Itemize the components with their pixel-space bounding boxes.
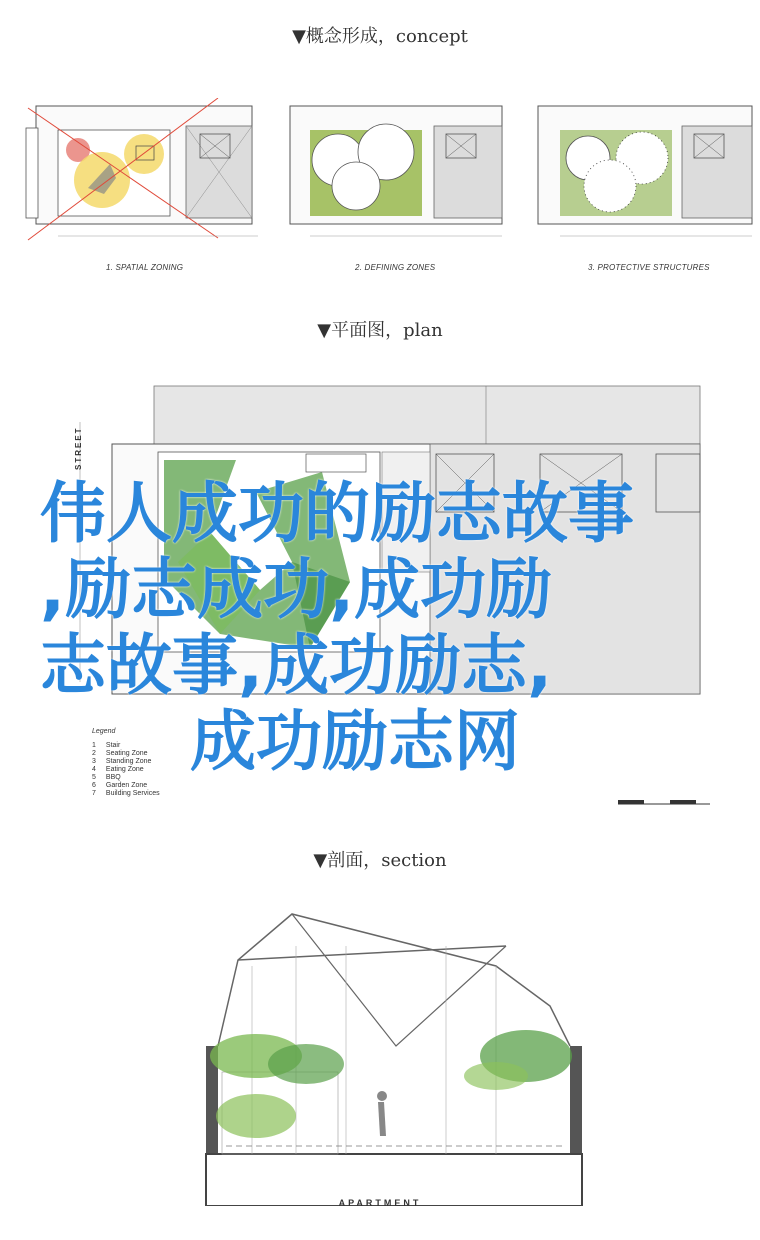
watermark-line-3: 志故事,成功励志, xyxy=(40,627,553,704)
section-drawing xyxy=(196,906,596,1206)
legend-item: 4 Eating Zone xyxy=(92,766,144,773)
concept-panel-label-3: 3. PROTECTIVE STRUCTURES xyxy=(588,263,710,272)
legend-item: 7 Building Services xyxy=(92,790,160,797)
defining-zones-diagram xyxy=(286,98,506,248)
apartment-label: APARTMENT xyxy=(338,1198,422,1208)
spatial-zoning-diagram xyxy=(18,98,258,248)
watermark-line-1: 伟人成功的励志故事 xyxy=(40,475,634,552)
legend-item: 1 Stair xyxy=(92,742,121,749)
concept-panel-label-2: 2. DEFINING ZONES xyxy=(355,263,436,272)
watermark-line-4: 成功励志网 xyxy=(190,703,520,780)
section-caption: ▼剖面，section xyxy=(313,850,447,871)
legend-item: 3 Standing Zone xyxy=(92,758,152,765)
street-label: STREET xyxy=(74,426,83,470)
concept-caption: ▼概念形成，concept xyxy=(292,26,468,47)
scale-bar xyxy=(614,794,714,808)
concept-panel-label-1: 1. SPATIAL ZONING xyxy=(106,263,184,272)
watermark-overlay xyxy=(40,476,740,780)
watermark-line-2: ,励志成功,成功励 xyxy=(40,551,553,628)
legend-item: 6 Garden Zone xyxy=(92,782,148,789)
legend-title: Legend xyxy=(92,728,116,735)
protective-structures-diagram xyxy=(532,98,754,248)
legend-item: 5 BBQ xyxy=(92,774,121,781)
plan-caption: ▼平面图，plan xyxy=(317,320,443,341)
legend-item: 2 Seating Zone xyxy=(92,750,148,757)
